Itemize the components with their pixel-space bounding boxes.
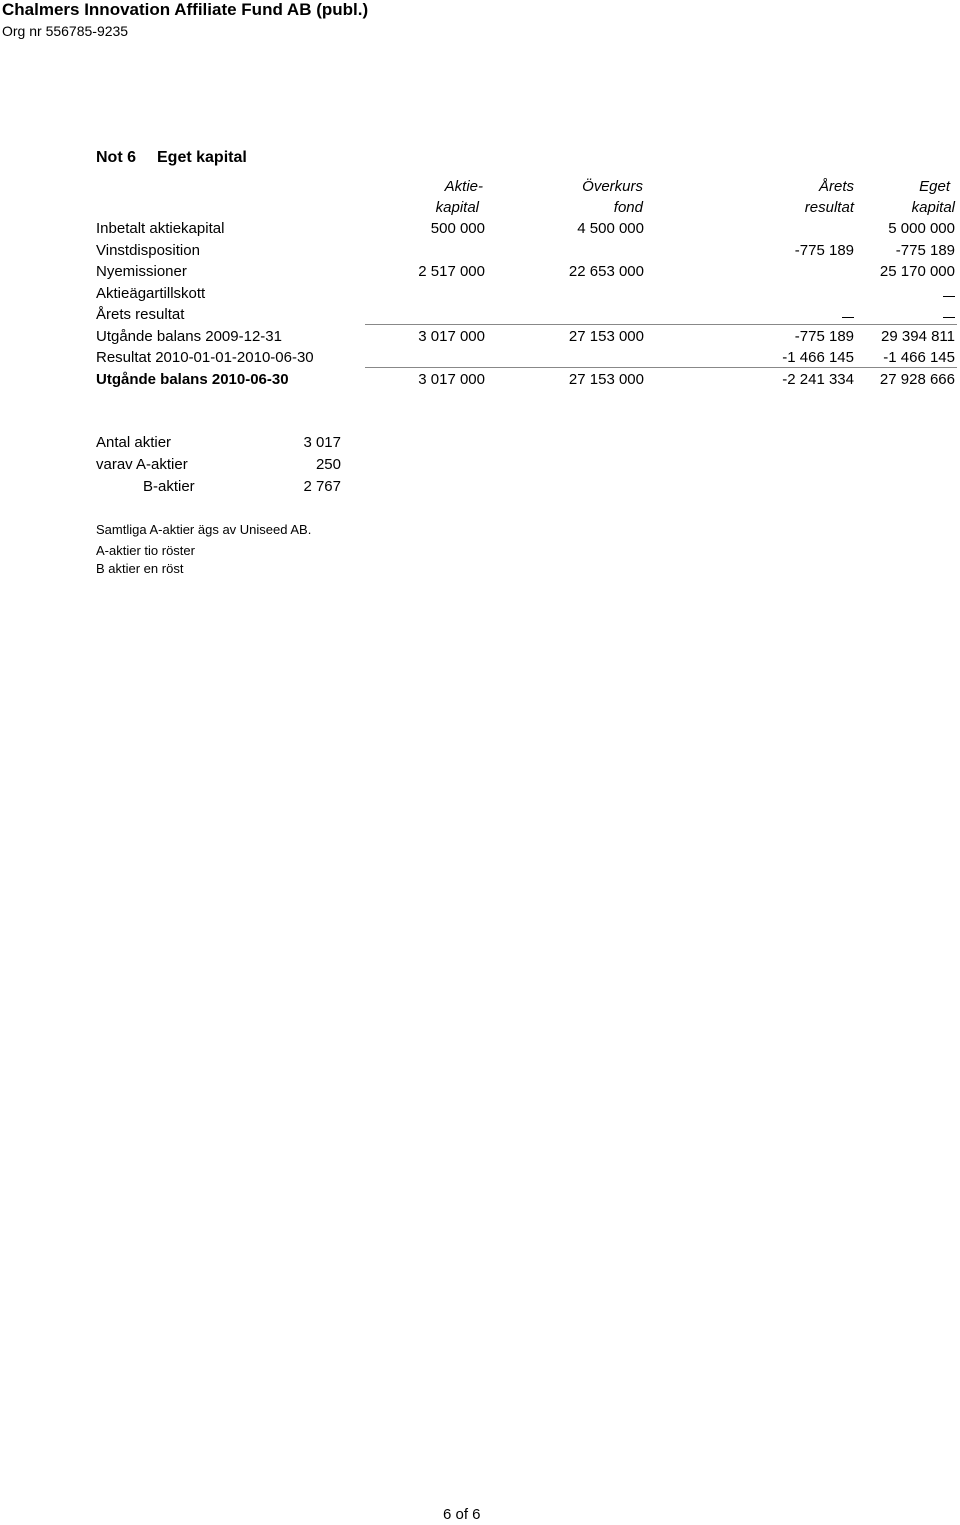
cell-eget-kapital: 27 928 666: [879, 371, 955, 388]
shares-a-value: 250: [315, 456, 341, 473]
shares-b-value: 2 767: [303, 478, 341, 495]
cell-arets-resultat-dash: [842, 317, 854, 318]
row-label: Utgånde balans 2009-12-31: [96, 328, 282, 345]
note-a-votes: A-aktier tio röster: [96, 543, 195, 558]
shares-total-value: 3 017: [303, 434, 341, 451]
shares-a-label: varav A-aktier: [96, 456, 188, 473]
cell-overkursfond: 22 653 000: [568, 263, 644, 280]
col-header-aktiekapital-2: kapital: [435, 199, 479, 216]
cell-eget-kapital-dash: [943, 317, 955, 318]
cell-aktiekapital: 500 000: [430, 220, 485, 237]
row-label: Nyemissioner: [96, 263, 187, 280]
page-number: 6 of 6: [443, 1506, 481, 1523]
cell-eget-kapital: 29 394 811: [881, 328, 955, 345]
cell-aktiekapital: 3 017 000: [418, 371, 485, 388]
col-header-arets-resultat-1: Årets: [818, 178, 854, 195]
shares-total-label: Antal aktier: [96, 434, 172, 451]
cell-eget-kapital: -775 189: [895, 242, 955, 259]
row-label: Resultat 2010-01-01-2010-06-30: [96, 349, 314, 366]
total-rule: [365, 367, 957, 368]
row-label: Årets resultat: [96, 306, 185, 323]
note-b-votes: B aktier en röst: [96, 561, 184, 576]
cell-arets-resultat: -775 189: [794, 242, 854, 259]
row-label: Aktieägartillskott: [96, 285, 206, 302]
note-title: Eget kapital: [157, 149, 247, 166]
row-label: Inbetalt aktiekapital: [96, 220, 225, 237]
col-header-overkursfond-2: fond: [613, 199, 643, 216]
cell-eget-kapital: 25 170 000: [879, 263, 955, 280]
col-header-eget-kapital-1: Eget: [919, 178, 950, 195]
cell-overkursfond: 27 153 000: [568, 371, 644, 388]
cell-eget-kapital: 5 000 000: [888, 220, 955, 237]
note-number: Not 6: [96, 149, 136, 166]
shares-b-label: B-aktier: [143, 478, 195, 495]
cell-aktiekapital: 2 517 000: [418, 263, 485, 280]
cell-arets-resultat: -2 241 334: [782, 371, 854, 388]
row-label: Utgånde balans 2010-06-30: [96, 371, 289, 388]
cell-eget-kapital-dash: [943, 296, 955, 297]
col-header-eget-kapital-2: kapital: [911, 199, 955, 216]
note-ownership: Samtliga A-aktier ägs av Uniseed AB.: [96, 522, 312, 537]
cell-eget-kapital: -1 466 145: [883, 349, 955, 366]
col-header-overkursfond-1: Överkurs: [582, 178, 643, 195]
col-header-arets-resultat-2: resultat: [804, 199, 854, 216]
cell-aktiekapital: 3 017 000: [418, 328, 485, 345]
cell-arets-resultat: -1 466 145: [782, 349, 854, 366]
row-label: Vinstdisposition: [96, 242, 200, 259]
col-header-aktiekapital-1: Aktie-: [444, 178, 483, 195]
cell-overkursfond: 4 500 000: [577, 220, 644, 237]
company-name: Chalmers Innovation Affiliate Fund AB (publ.): [2, 0, 369, 19]
cell-arets-resultat: -775 189: [794, 328, 854, 345]
subtotal-rule: [365, 324, 957, 325]
cell-overkursfond: 27 153 000: [568, 328, 644, 345]
org-number: Org nr 556785-9235: [2, 23, 129, 39]
